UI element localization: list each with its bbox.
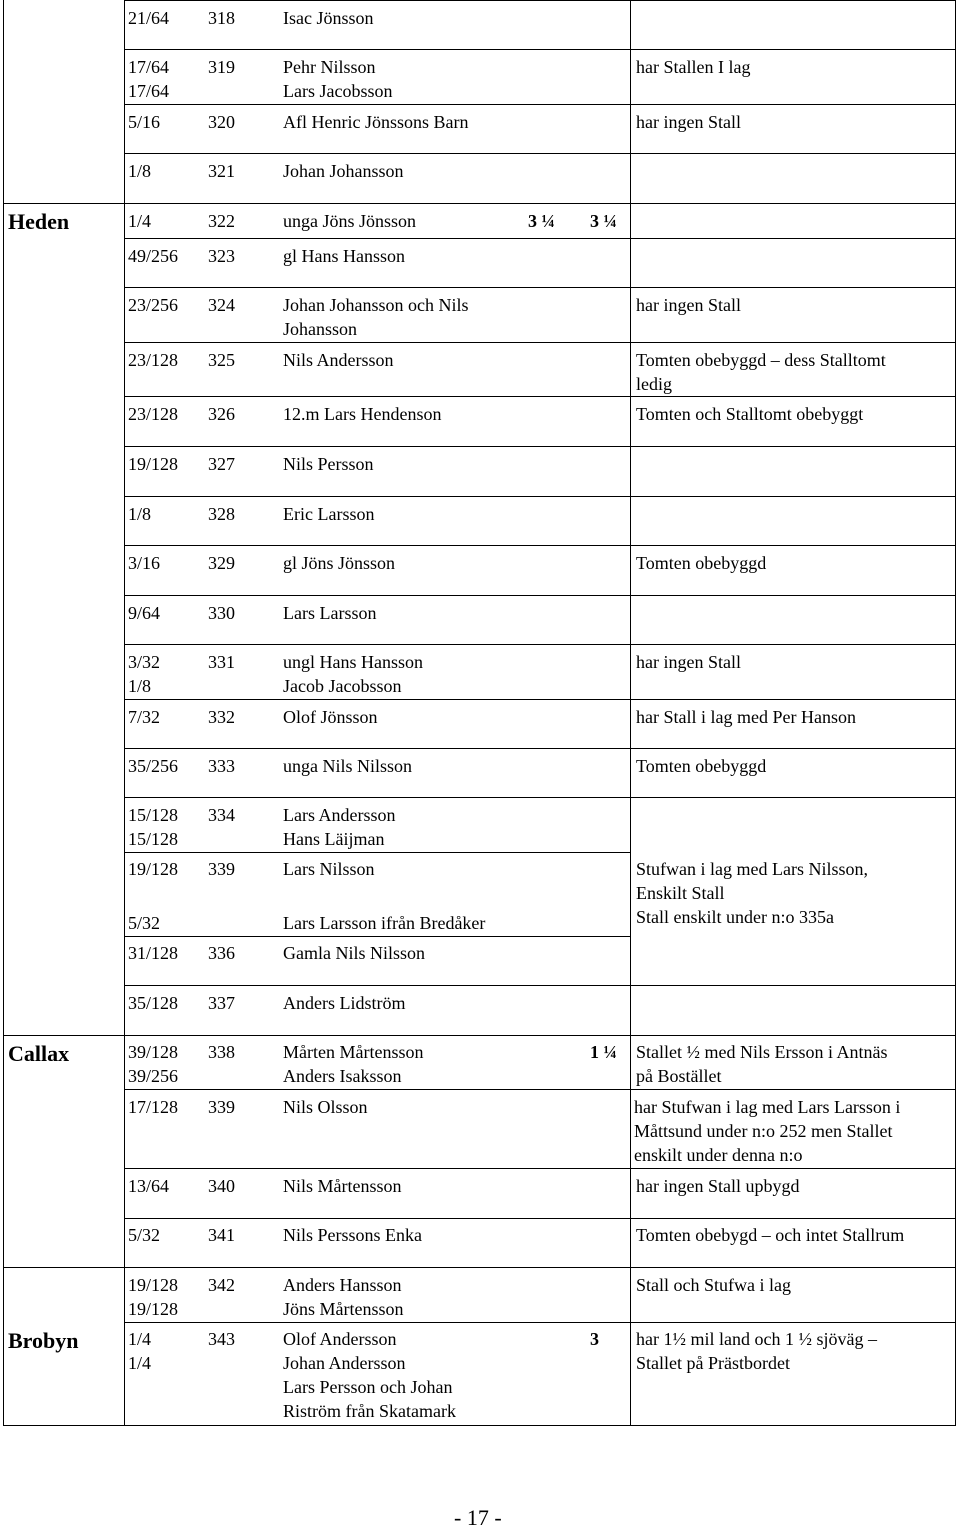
name-cell [283, 1327, 456, 1423]
number-cell: 323 [208, 246, 235, 266]
number-cell: 330 [208, 603, 235, 623]
note-cell: har Stall i lag med Per Hanson [636, 707, 856, 727]
col-divider-share [124, 0, 125, 1426]
note-cell: Stall och Stufwa i lag [636, 1275, 791, 1295]
share-cell [128, 1040, 178, 1088]
number-cell: 337 [208, 993, 235, 1013]
row-divider [124, 342, 956, 343]
row-divider [124, 852, 630, 853]
number-cell: 328 [208, 504, 235, 524]
name-cell: Nils Andersson [283, 350, 394, 370]
row-divider [124, 985, 956, 986]
note-value: Stallet ½ med Nils Ersson i Antnäs på Bostället [636, 1042, 888, 1086]
note-cell: Tomten obebyggd [636, 756, 767, 776]
name-cell: gl Hans Hansson [283, 246, 405, 266]
number-cell: 321 [208, 161, 235, 181]
col-divider-note [630, 0, 631, 1426]
row-divider [124, 287, 956, 288]
share-cell: 7/32 [128, 707, 161, 727]
name-cell: Nils Mårtensson [283, 1176, 402, 1196]
row-divider [124, 936, 630, 937]
name-cell: unga Jöns Jönsson [283, 211, 417, 231]
share-cell [128, 55, 169, 103]
number-cell: 341 [208, 1225, 235, 1245]
name-cell: Nils Persson [283, 454, 374, 474]
name-value: Lars Andersson Hans Läijman [283, 805, 396, 849]
note-cell [636, 1040, 888, 1088]
name-value: Johan Johansson och Nils Johansson [283, 295, 469, 339]
name-value: Pehr Nilsson Lars Jacobsson [283, 57, 393, 101]
share-cell: 1/8 [128, 161, 152, 181]
name-value: Mårten Mårtensson Anders Isaksson [283, 1042, 424, 1086]
name-cell [283, 1040, 423, 1088]
share-cell: 23/128 [128, 350, 179, 370]
row-divider [124, 1168, 956, 1169]
share-cell: 21/64 [128, 8, 170, 28]
number-cell: 338 [208, 1042, 235, 1062]
note-cell: har ingen Stall [636, 295, 741, 315]
village-label: Brobyn [8, 1328, 79, 1353]
share-cell: 19/128 [128, 859, 179, 879]
row-divider [124, 797, 956, 798]
name-cell [283, 803, 395, 851]
share-cell: 31/128 [128, 943, 179, 963]
row-divider [124, 153, 956, 154]
note-cell: har Stallen I lag [636, 57, 751, 77]
share-cell: 1/8 [128, 504, 152, 524]
number-cell: 319 [208, 57, 235, 77]
name-cell: 12.m Lars Hendenson [283, 404, 442, 424]
value-a-cell: 3 ¼ [528, 211, 555, 231]
share-cell: 35/256 [128, 756, 179, 776]
note-cell: har ingen Stall upbygd [636, 1176, 800, 1196]
name-cell: gl Jöns Jönsson [283, 553, 396, 573]
number-cell: 326 [208, 404, 235, 424]
number-cell: 336 [208, 943, 235, 963]
row-divider [124, 644, 956, 645]
number-cell: 342 [208, 1275, 235, 1295]
note-cell [636, 857, 868, 929]
number-cell: 332 [208, 707, 235, 727]
name-cell: Lars Larsson [283, 603, 377, 623]
share-value: 1/4 1/4 [128, 1329, 152, 1373]
share-cell: 17/128 [128, 1097, 179, 1117]
number-cell: 324 [208, 295, 235, 315]
share-cell: 5/16 [128, 112, 161, 132]
share-cell [128, 1273, 178, 1321]
name-cell: Lars Nilsson [283, 859, 375, 879]
share-cell [128, 1327, 151, 1375]
row-divider [3, 1035, 956, 1036]
share-cell: 9/64 [128, 603, 161, 623]
name-cell: Olof Jönsson [283, 707, 378, 727]
row-divider [124, 446, 956, 447]
row-divider [3, 1267, 956, 1268]
name-cell: Anders Lidström [283, 993, 406, 1013]
name-cell: Eric Larsson [283, 504, 375, 524]
share-value: 39/128 39/256 [128, 1042, 179, 1086]
note-value: Stufwan i lag med Lars Nilsson, Enskilt Stall Stall enskilt under n:o 335a [636, 859, 868, 927]
row-divider [124, 49, 956, 50]
row-divider [124, 496, 956, 497]
name-cell [283, 55, 392, 103]
value-a-cell: 3 [590, 1329, 599, 1349]
share-value: 17/64 17/64 [128, 57, 170, 101]
row-divider [124, 396, 956, 397]
name-cell: unga Nils Nilsson [283, 756, 413, 776]
number-cell: 340 [208, 1176, 235, 1196]
row-divider [124, 595, 956, 596]
number-cell: 329 [208, 553, 235, 573]
row-divider [124, 1322, 956, 1323]
row-divider [124, 1218, 956, 1219]
name-cell [283, 1273, 404, 1321]
share-value: 15/128 15/128 [128, 805, 179, 849]
table-border-right [955, 0, 956, 1426]
name-cell: Afl Henric Jönssons Barn [283, 112, 469, 132]
name-cell [283, 293, 469, 341]
note-cell: Tomten och Stalltomt obebyggt [636, 404, 864, 424]
row-divider [124, 238, 956, 239]
row-divider [124, 1089, 956, 1090]
share-cell [128, 650, 160, 698]
row-divider [3, 203, 956, 204]
note-value: Tomten obebyggd – dess Stalltomt ledig [636, 350, 886, 394]
note-cell [636, 1327, 877, 1375]
row-divider [124, 104, 956, 105]
number-cell: 327 [208, 454, 235, 474]
share-cell: 3/16 [128, 553, 161, 573]
value-b-cell: 3 ¼ [590, 211, 617, 231]
name-cell: Nils Olsson [283, 1097, 368, 1117]
name-value: ungl Hans Hansson Jacob Jacobsson [283, 652, 423, 696]
note-cell [634, 1095, 900, 1167]
number-cell: 325 [208, 350, 235, 370]
name-cell: Johan Johansson [283, 161, 404, 181]
name-cell: Nils Perssons Enka [283, 1225, 422, 1245]
share-cell [128, 803, 178, 851]
village-label: Heden [8, 209, 70, 234]
number-cell: 333 [208, 756, 235, 776]
share-cell: 35/128 [128, 993, 179, 1013]
share-cell: 5/32 [128, 1225, 161, 1245]
name-value: Olof Andersson Johan Andersson Lars Persson och Johan Riström från Skatamark [283, 1329, 456, 1421]
number-cell: 334 [208, 805, 235, 825]
number-cell: 343 [208, 1329, 235, 1349]
share-value: 19/128 19/128 [128, 1275, 179, 1319]
share-cell: 49/256 [128, 246, 179, 266]
value-a-cell: 1 ¼ [590, 1042, 617, 1062]
number-cell: 339 [208, 859, 235, 879]
number-cell: 331 [208, 652, 235, 672]
name-cell [283, 650, 423, 698]
share-cell: 5/32 [128, 913, 161, 933]
row-divider [124, 748, 956, 749]
note-cell: har ingen Stall [636, 652, 741, 672]
table-border-left [3, 0, 4, 1426]
row-divider [124, 0, 956, 1]
share-value: 3/32 1/8 [128, 652, 161, 696]
note-cell: Tomten obebyggd [636, 553, 767, 573]
number-cell: 322 [208, 211, 235, 231]
page-number: - 17 - [454, 1505, 502, 1530]
share-cell: 23/128 [128, 404, 179, 424]
note-cell: Tomten obebygd – och intet Stallrum [636, 1225, 905, 1245]
number-cell: 339 [208, 1097, 235, 1117]
note-cell: har ingen Stall [636, 112, 741, 132]
share-cell: 13/64 [128, 1176, 170, 1196]
village-label: Callax [8, 1041, 70, 1066]
share-cell: 23/256 [128, 295, 179, 315]
name-value: Anders Hansson Jöns Mårtensson [283, 1275, 404, 1319]
name-cell: Lars Larsson ifrån Bredåker [283, 913, 486, 933]
note-value: har Stufwan i lag med Lars Larsson i Måttsund under n:o 252 men Stallet enskilt under denna n:o [634, 1097, 901, 1165]
share-cell: 1/4 [128, 211, 152, 231]
number-cell: 320 [208, 112, 235, 132]
row-divider [124, 545, 956, 546]
name-cell: Isac Jönsson [283, 8, 374, 28]
number-cell: 318 [208, 8, 235, 28]
name-cell: Gamla Nils Nilsson [283, 943, 425, 963]
note-cell [636, 348, 886, 396]
table-border-bottom [3, 1425, 956, 1426]
note-value: har 1½ mil land och 1 ½ sjöväg – Stallet på Prästbordet [636, 1329, 877, 1373]
share-cell: 19/128 [128, 454, 179, 474]
row-divider [124, 699, 956, 700]
